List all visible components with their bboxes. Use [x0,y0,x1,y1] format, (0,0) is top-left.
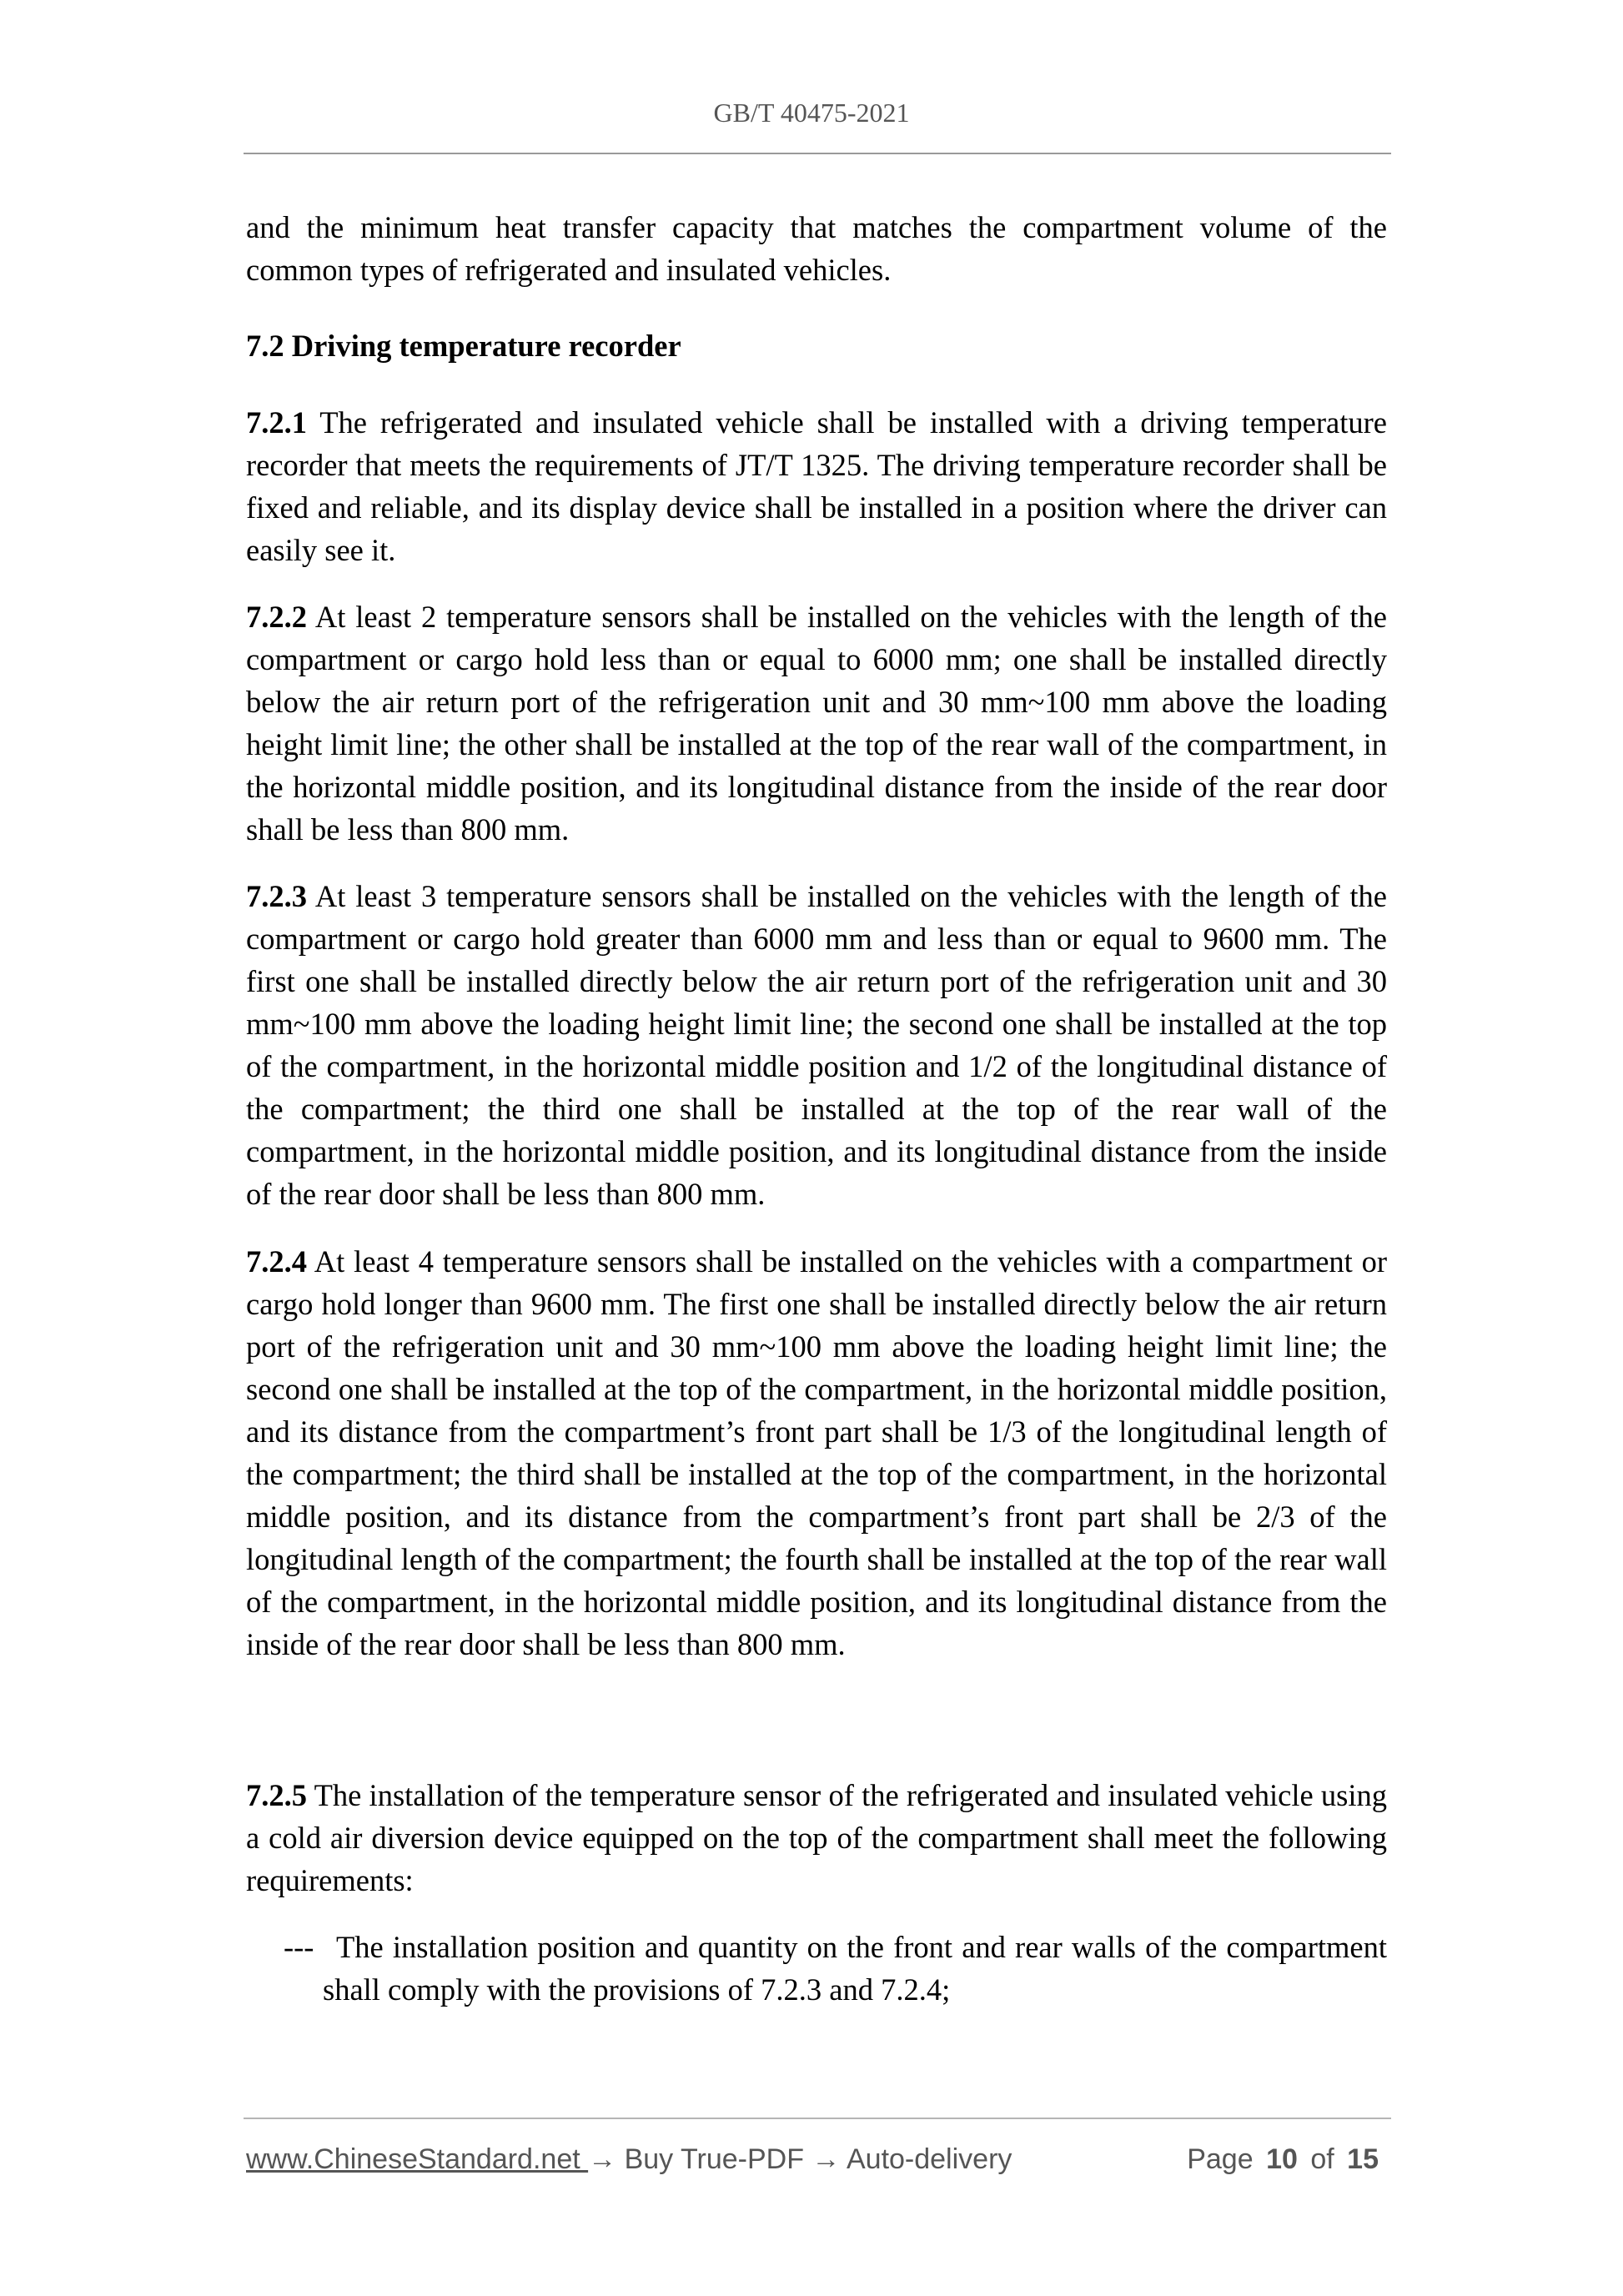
clause-text: At least 4 temperature sensors shall be installed on the vehicles with a compartment or cargo hold longer than 9600 mm. The first one shall be installed directly below the air return port of the refrigeration unit and 30 mm~100 mm above the loading height limit line; the second one shall be installed at the top of the compartment, in the horizontal middle position, and its distance from the compartment’s front part shall be 1/3 of the longitudinal length of the compartment; the third shall be installed at the top of the compartment, in the horizontal middle position, and its distance from the compartment’s front part shall be 2/3 of the longitudinal length of the compartment; the fourth shall be installed at the top of the rear wall of the compartment, in the horizontal middle position, and its longitudinal distance from the inside of the rear door shall be less than 800 mm. [246,1244,1387,1661]
page-current: 10 [1266,2143,1298,2175]
buy-true-pdf-text: Buy True-PDF [616,2143,812,2175]
continuation-paragraph: and the minimum heat transfer capacity that matches the compartment volume of the common types of refrigerated and insulated vehicles. [246,210,1387,287]
footer-divider [244,2118,1391,2119]
footer-promo [246,2143,1012,2176]
clause-7-2-1 [246,401,1387,571]
bullet-item [284,1926,1387,2011]
auto-delivery-text: Auto-delivery [840,2143,1012,2175]
clause-number: 7.2.5 [246,1778,307,1812]
clause-text: The refrigerated and insulated vehicle shall be installed with a driving temperature recorder that meets the requirements of JT/T 1325. The driving temperature recorder shall be fixed and reliable, and its display device shall be installed in a position where the driver can easily see it. [246,405,1387,567]
clause-number: 7.2.4 [246,1244,307,1279]
clause-7-2-5 [246,1774,1387,1902]
clause-7-2-4 [246,1240,1387,1665]
chinesestandard-link[interactable]: www.ChineseStandard.net [246,2143,589,2175]
clause-number: 7.2.2 [246,600,307,634]
clause-number: 7.2.1 [246,405,307,440]
arrow-right-icon: → [588,2143,617,2175]
clause-number: 7.2.3 [246,879,307,913]
clause-7-2-2 [246,595,1387,851]
arrow-right-icon: → [812,2143,841,2175]
clause-text: At least 3 temperature sensors shall be installed on the vehicles with the length of the compartment or cargo hold greater than 6000 mm and less than or equal to 9600 mm. The first one shall be installed directly below the air return port of the refrigeration unit and 30 mm~100 mm above the loading height limit line; the second one shall be installed at the top of the compartment, in the horizontal middle position and 1/2 of the longitudinal distance of the compartment; the third one shall be installed at the top of the rear wall of the compartment, in the horizontal middle position, and its longitudinal distance from the inside of the rear door shall be less than 800 mm. [246,879,1387,1211]
document-code-header: GB/T 40475-2021 [713,98,910,128]
page-of-label: of [1310,2143,1334,2175]
clause-text: The installation of the temperature sensor of the refrigerated and insulated vehicle using a cold air diversion device equipped on the top of the compartment shall meet the following requirements: [246,1778,1387,1897]
section-heading: 7.2 Driving temperature recorder [246,329,681,363]
bullet-text: The installation position and quantity on the front and rear walls of the compartment shall comply with the provisions of 7.2.3 and 7.2.4; [323,1930,1387,2007]
clause-7-2-3 [246,875,1387,1215]
page-label: Page [1187,2143,1254,2175]
page-indicator [1187,2143,1379,2176]
bullet-dash-marker: --- [284,1930,314,1964]
clause-text: At least 2 temperature sensors shall be installed on the vehicles with the length of the compartment or cargo hold less than or equal to 6000 mm; one shall be installed directly below the air return port of the refrigeration unit and 30 mm~100 mm above the loading height limit line; the other shall be installed at the top of the rear wall of the compartment, in the horizontal middle position, and its longitudinal distance from the inside of the rear door shall be less than 800 mm. [246,600,1387,847]
header-divider [244,153,1391,154]
page-total: 15 [1347,2143,1379,2175]
